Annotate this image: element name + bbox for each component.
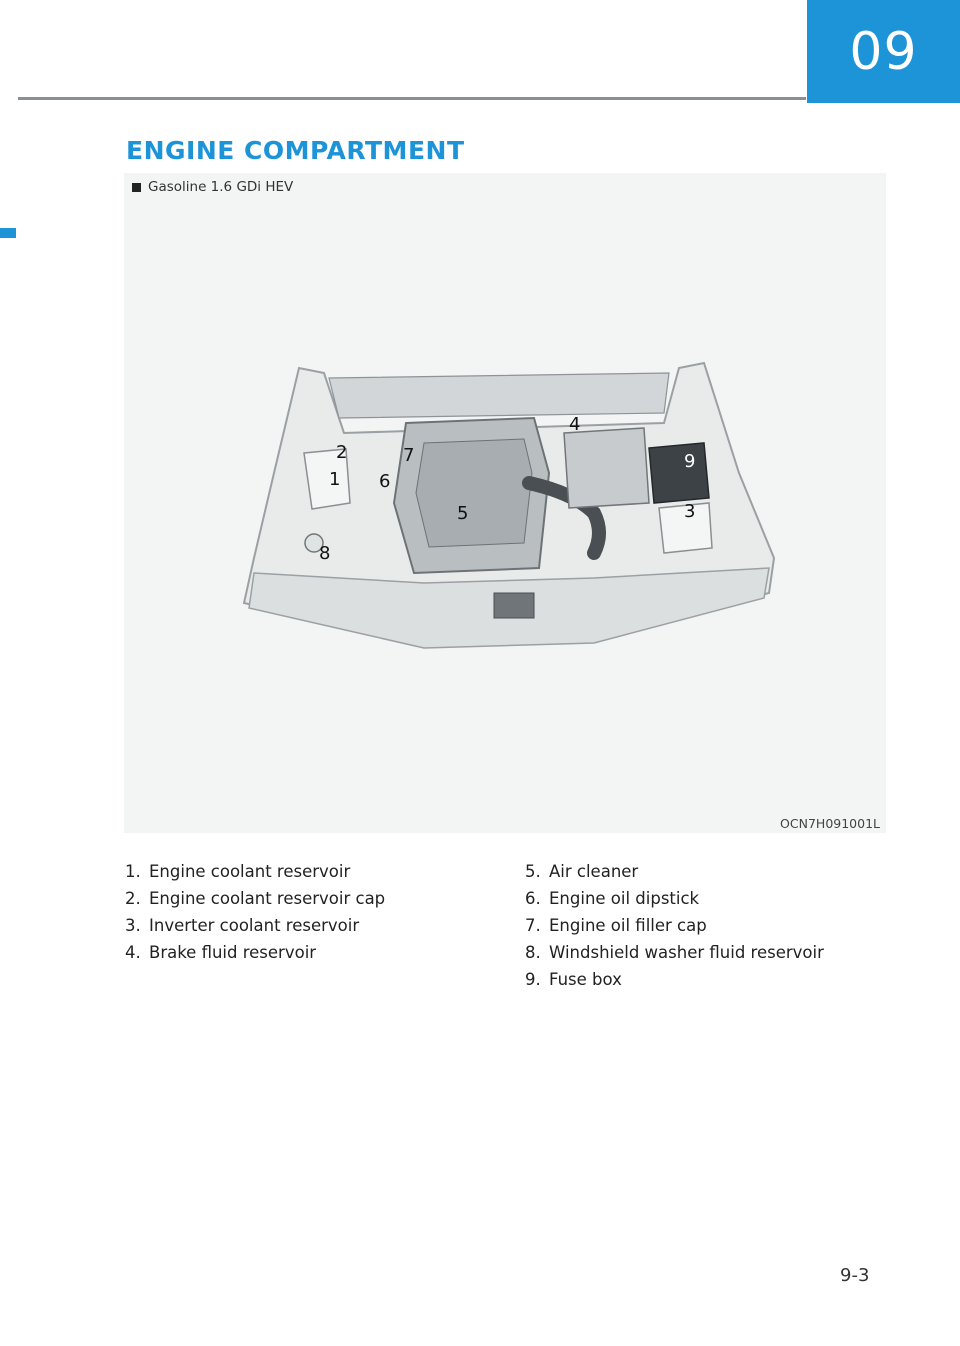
- callout-6: 6: [379, 471, 391, 492]
- list-item: 8. Windshield washer fluid reservoir: [525, 943, 824, 962]
- chapter-tab: [807, 0, 960, 103]
- callout-9: 9: [684, 451, 696, 472]
- page-number: 9-3: [840, 1265, 870, 1286]
- engine-figure: [124, 173, 886, 833]
- figure-caption-text: Gasoline 1.6 GDi HEV: [148, 179, 294, 195]
- section-title: ENGINE COMPARTMENT: [126, 136, 465, 165]
- side-thumb-marker: [0, 228, 16, 238]
- figure-caption: [132, 179, 293, 195]
- parts-list-right: [525, 858, 824, 993]
- callout-5: 5: [457, 503, 469, 524]
- callout-3: 3: [684, 501, 696, 522]
- callout-1: 1: [329, 469, 341, 490]
- square-bullet-icon: [132, 183, 141, 192]
- list-item: 3. Inverter coolant reservoir: [125, 916, 360, 935]
- figure-code: OCN7H091001L: [780, 816, 880, 831]
- header-rule: [18, 97, 806, 100]
- list-item: 2. Engine coolant reservoir cap: [125, 889, 386, 908]
- chapter-number: 09: [849, 21, 918, 82]
- list-item: 1. Engine coolant reservoir: [125, 862, 351, 881]
- parts-list-left: [125, 858, 385, 966]
- engine-compartment-illustration: [124, 173, 886, 833]
- list-item: 7. Engine oil filler cap: [525, 916, 707, 935]
- list-item: 4. Brake fluid reservoir: [125, 943, 317, 962]
- callout-8: 8: [319, 543, 331, 564]
- callout-4: 4: [569, 414, 581, 435]
- callout-7: 7: [403, 445, 415, 466]
- callout-2: 2: [336, 442, 348, 463]
- list-item: 9. Fuse box: [525, 970, 622, 989]
- list-item: 5. Air cleaner: [525, 862, 639, 881]
- list-item: 6. Engine oil dipstick: [525, 889, 700, 908]
